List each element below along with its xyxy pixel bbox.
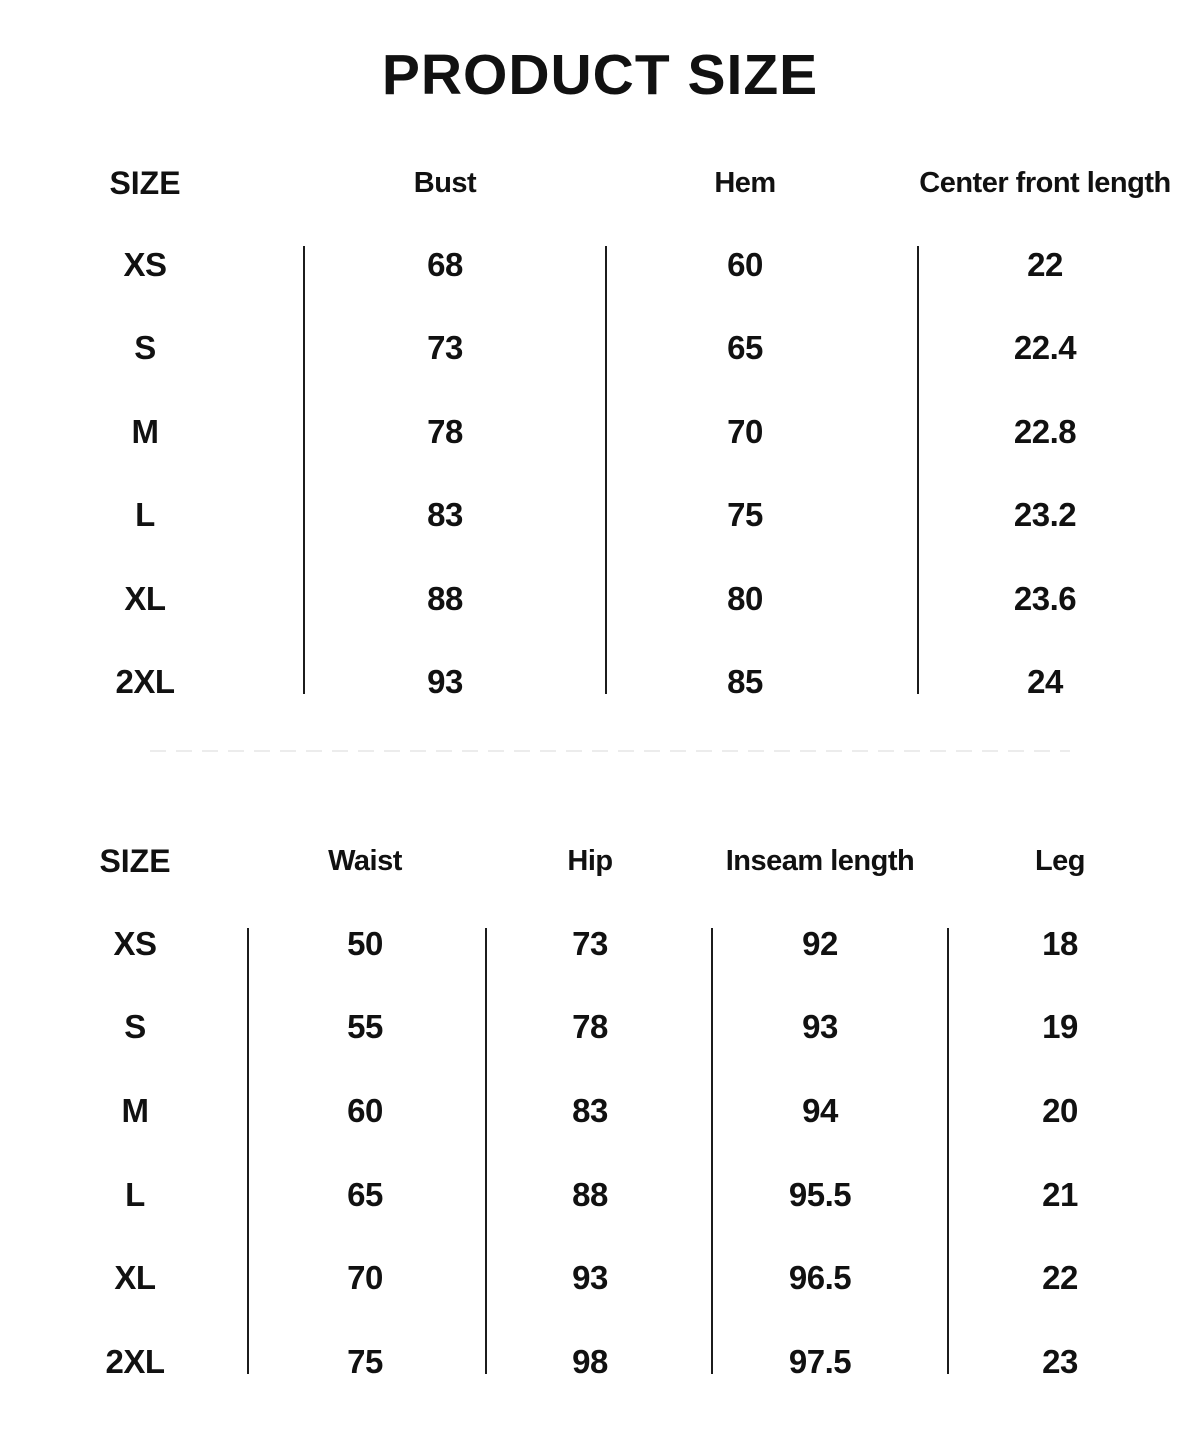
hip-value: 73 <box>572 924 608 962</box>
column-header-size: SIZE <box>109 164 181 201</box>
hem-value: 70 <box>727 412 763 450</box>
waist-value: 65 <box>347 1175 383 1213</box>
top-table-header-row <box>0 150 1200 216</box>
size-label: 2XL <box>105 1342 165 1380</box>
size-label: S <box>134 329 156 367</box>
center-front-length-value: 23.6 <box>1013 579 1077 617</box>
column-divider-line <box>711 928 713 1374</box>
leg-value: 19 <box>1042 1008 1078 1046</box>
column-header-waist: Waist <box>328 844 402 877</box>
top-table-body <box>0 223 1200 724</box>
center-front-length-value: 22.8 <box>1013 412 1077 450</box>
center-front-length-value: 23.2 <box>1013 496 1077 534</box>
column-header-hip: Hip <box>567 844 613 877</box>
leg-value: 22 <box>1042 1259 1078 1297</box>
leg-value: 18 <box>1042 924 1078 962</box>
column-header-inseam-length: Inseam length <box>725 844 915 877</box>
column-divider-line <box>605 246 607 694</box>
size-label: XL <box>124 579 166 617</box>
column-header-bust: Bust <box>413 166 477 199</box>
page-title: PRODUCT SIZE <box>381 43 819 107</box>
column-header-hem: Hem <box>714 166 776 199</box>
column-divider-line <box>917 246 919 694</box>
size-label: M <box>131 412 159 450</box>
inseam-length-value: 93 <box>802 1008 838 1046</box>
size-label: 2XL <box>115 663 175 701</box>
hip-value: 78 <box>572 1008 608 1046</box>
bust-value: 73 <box>427 329 463 367</box>
column-divider-line <box>485 928 487 1374</box>
center-front-length-value: 22 <box>1027 245 1063 283</box>
column-divider-line <box>947 928 949 1374</box>
inseam-length-value: 94 <box>802 1091 838 1129</box>
bust-value: 68 <box>427 245 463 283</box>
center-front-length-value: 22.4 <box>1013 329 1077 367</box>
bottom-table-body <box>0 902 1200 1404</box>
bottom-table-header-row <box>0 828 1200 894</box>
waist-value: 70 <box>347 1259 383 1297</box>
hip-value: 93 <box>572 1259 608 1297</box>
bust-value: 83 <box>427 496 463 534</box>
bust-value: 88 <box>427 579 463 617</box>
inseam-length-value: 92 <box>802 924 838 962</box>
hem-value: 60 <box>727 245 763 283</box>
size-label: L <box>125 1175 145 1213</box>
leg-value: 20 <box>1042 1091 1078 1129</box>
table-separator-line <box>150 750 1070 752</box>
size-label: M <box>121 1091 149 1129</box>
bust-value: 78 <box>427 412 463 450</box>
column-header-center-front-length: Center front length <box>919 166 1171 199</box>
column-divider-line <box>247 928 249 1374</box>
size-label: XS <box>113 924 157 962</box>
waist-value: 75 <box>347 1342 383 1380</box>
waist-value: 55 <box>347 1008 383 1046</box>
waist-value: 50 <box>347 924 383 962</box>
column-divider-line <box>303 246 305 694</box>
column-header-size: SIZE <box>99 842 171 879</box>
waist-value: 60 <box>347 1091 383 1129</box>
leg-value: 21 <box>1042 1175 1078 1213</box>
hip-value: 83 <box>572 1091 608 1129</box>
hem-value: 80 <box>727 579 763 617</box>
hem-value: 85 <box>727 663 763 701</box>
hip-value: 88 <box>572 1175 608 1213</box>
size-label: S <box>124 1008 146 1046</box>
size-label: L <box>135 496 155 534</box>
inseam-length-value: 97.5 <box>788 1342 852 1380</box>
inseam-length-value: 95.5 <box>788 1175 852 1213</box>
leg-value: 23 <box>1042 1342 1078 1380</box>
center-front-length-value: 24 <box>1027 663 1063 701</box>
hem-value: 65 <box>727 329 763 367</box>
hip-value: 98 <box>572 1342 608 1380</box>
size-label: XS <box>123 245 167 283</box>
size-label: XL <box>114 1259 156 1297</box>
inseam-length-value: 96.5 <box>788 1259 852 1297</box>
hem-value: 75 <box>727 496 763 534</box>
bust-value: 93 <box>427 663 463 701</box>
column-header-leg: Leg <box>1034 844 1086 877</box>
